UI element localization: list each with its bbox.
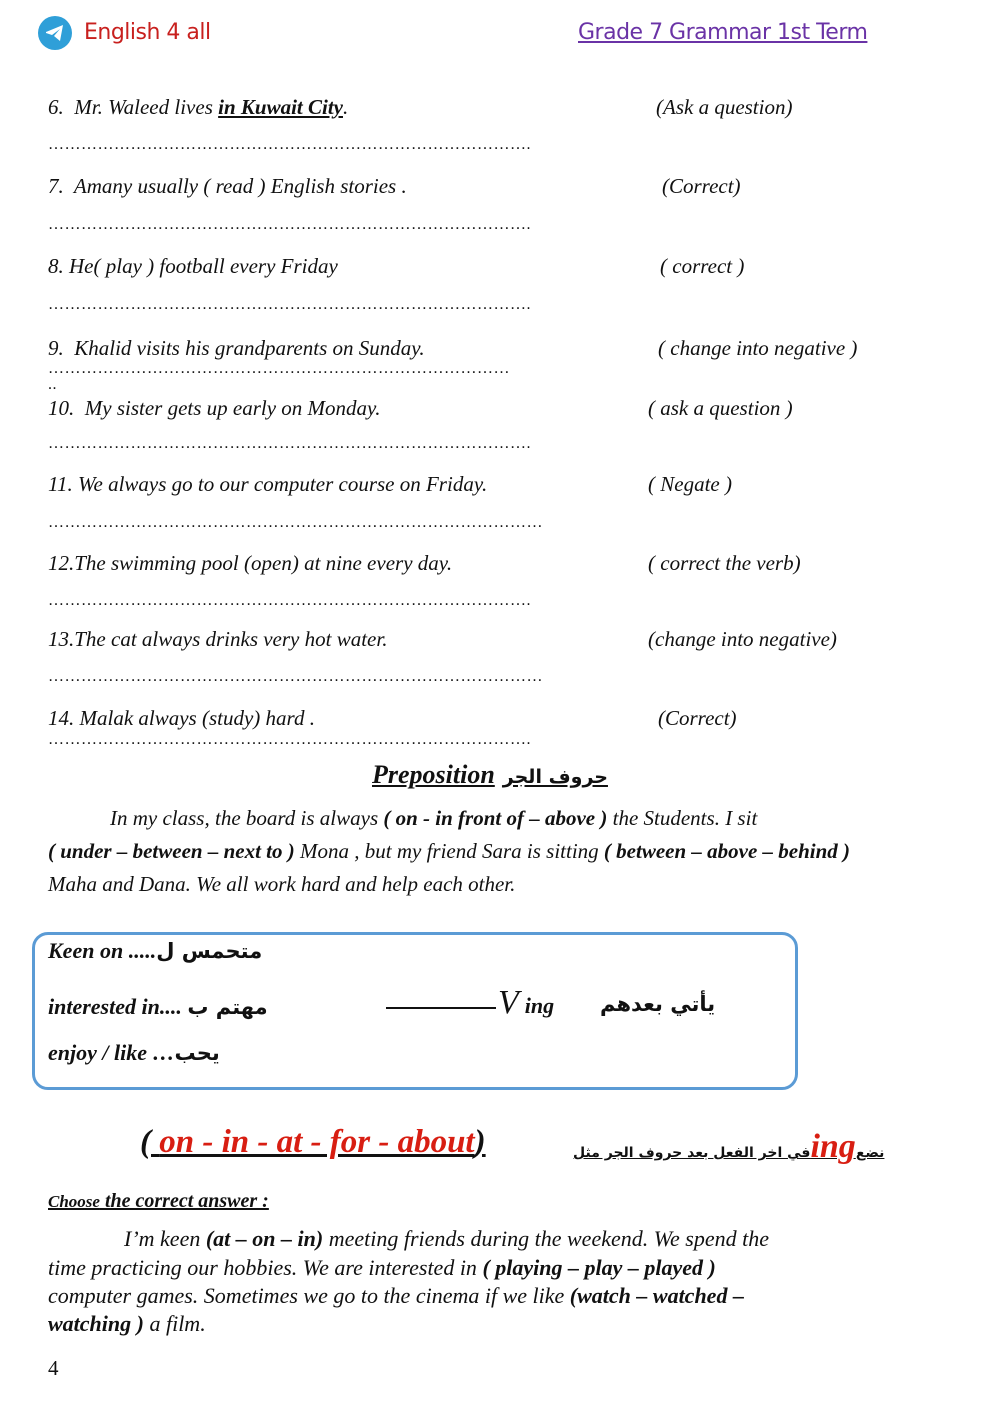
arrow-line [386, 1007, 496, 1009]
instruction-13: (change into negative) [648, 627, 837, 651]
answer-line-6: ……………………………………………………………………………. [48, 136, 531, 153]
answer-line-13: ……………………………………………………………………………… [48, 668, 543, 685]
instruction-9: ( change into negative ) [658, 336, 858, 360]
instruction-7: (Correct) [662, 174, 741, 198]
box-line-interested-in: interested in.... مهتم ب [48, 994, 268, 1019]
instruction-14: (Correct) [658, 706, 737, 730]
preposition-line-2: ( under – between – next to ) Mona , but my friend Sara is sitting ( between – above – behind ) [48, 839, 851, 863]
instruction-8: ( correct ) [660, 254, 745, 278]
page-number: 4 [48, 1356, 59, 1380]
instruction-10: ( ask a question ) [648, 396, 793, 420]
choose-line-2: time practicing our hobbies. We are interested in ( playing – play – played ) [48, 1255, 716, 1280]
answer-line-10: ……………………………………………………………………………. [48, 435, 531, 452]
instruction-6: (Ask a question) [656, 95, 793, 119]
box-line-keen-on: Keen on .....متحمس ل [48, 938, 263, 963]
ving-note-ar: يأتي بعدهم [600, 992, 716, 1016]
instruction-11: ( Negate ) [648, 472, 732, 496]
page-title: Grade 7 Grammar 1st Term [578, 20, 868, 45]
answer-line-7: ……………………………………………………………………………. [48, 216, 531, 233]
question-9: 9. Khalid visits his grandparents on Sunday. [48, 336, 425, 360]
question-12: 12.The swimming pool (open) at nine every day. [48, 551, 453, 575]
preposition-line-3: Maha and Dana. We all work hard and help each other. [48, 872, 516, 896]
answer-line-9-extra: .. [48, 376, 57, 393]
choose-heading: Choose the correct answer : [48, 1190, 269, 1212]
question-7: 7. Amany usually ( read ) English stories . [48, 174, 407, 198]
preposition-list: ( on - in - at - for - about) [140, 1124, 486, 1160]
choose-line-3: computer games. Sometimes we go to the cinema if we like (watch – watched – [48, 1283, 744, 1308]
question-11: 11. We always go to our computer course on Friday. [48, 472, 488, 496]
choose-line-1: I’m keen (at – on – in) meeting friends during the weekend. We spend the [124, 1226, 770, 1251]
preposition-line-1: In my class, the board is always ( on - in front of – above ) the Students. I sit [110, 806, 758, 830]
answer-line-9: ………………………………………………………………………… [48, 360, 510, 377]
question-13: 13.The cat always drinks very hot water. [48, 627, 388, 651]
answer-line-11: ……………………………………………………………………………… [48, 514, 543, 531]
answer-line-8: ……………………………………………………………………………. [48, 296, 531, 313]
instruction-12: ( correct the verb) [648, 551, 801, 575]
answer-line-14: ……………………………………………………………………………. [48, 731, 531, 748]
question-6: 6. Mr. Waleed lives in Kuwait City. [48, 95, 349, 119]
preposition-heading: Preposition حروف الجر [372, 760, 608, 789]
ing-rule-ar: في اخر الفعل بعد حروف الجر مثلingنضع [573, 1128, 885, 1165]
telegram-icon [38, 16, 72, 50]
question-14: 14. Malak always (study) hard . [48, 706, 315, 730]
choose-line-4: watching ) a film. [48, 1311, 206, 1336]
question-8: 8. He( play ) football every Friday [48, 254, 338, 278]
answer-line-12: ……………………………………………………………………………. [48, 592, 531, 609]
brand-name: English 4 all [84, 20, 211, 45]
question-10: 10. My sister gets up early on Monday. [48, 396, 381, 420]
box-line-enjoy-like: enjoy / like …يحب [48, 1040, 220, 1065]
ving-formula: Ving [386, 984, 554, 1022]
